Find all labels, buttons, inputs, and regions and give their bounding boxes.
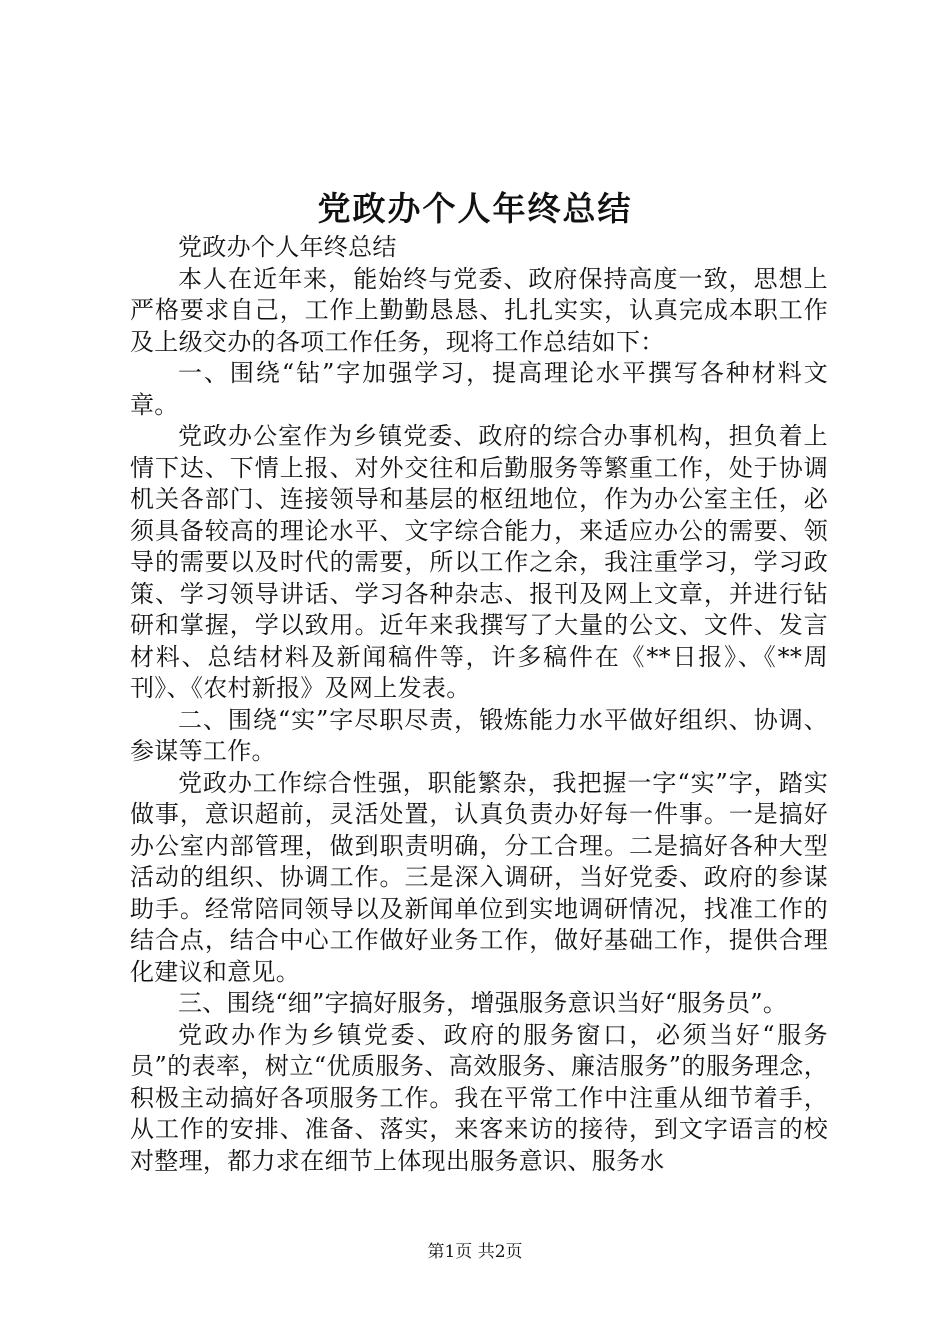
paragraph-section-2: 党政办工作综合性强，职能繁杂，我把握一字“实”字，踏实做事，意识超前，灵活处置，认真负责办好每一件事。一是搞好办公室内部管理，做到职责明确，分工合理。二是搞好各种大型活动的组织、协调工作。三是深入调研，当好党委、政府的参谋助手。经常陪同领导以及新闻单位到实地调研情况，找准工作的结合点，结合中心工作做好业务工作，做好基础工作，提供合理化建议和意见。 [130, 768, 828, 986]
paragraph-intro: 本人在近年来，能始终与党委、政府保持高度一致，思想上严格要求自己，工作上勤勤恳恳、扎扎实实，认真完成本职工作及上级交办的各项工作任务，现将工作总结如下： [130, 264, 828, 356]
paragraph-section-3: 党政办作为乡镇党委、政府的服务窗口，必须当好“服务员”的表率，树立“优质服务、高效服务、廉洁服务”的服务理念，积极主动搞好各项服务工作。我在平常工作中注重从细节着手，从工作的安排、准备、落实，来客来访的接待，到文字语言的校对整理，都力求在细节上体现出服务意识、服务水 [130, 1020, 828, 1175]
section-heading-3: 三、围绕“细”字搞好服务，增强服务意识当好“服务员”。 [178, 989, 788, 1017]
document-subtitle: 党政办个人年终总结 [178, 233, 397, 261]
section-heading-2: 二、围绕“实”字尽职尽责，锻炼能力水平做好组织、协调、参谋等工作。 [130, 705, 828, 765]
section-heading-1: 一、围绕“钻”字加强学习，提高理论水平撰写各种材料文章。 [130, 359, 828, 419]
document-title: 党政办个人年终总结 [317, 189, 633, 228]
page-footer: 第1页 共2页 [427, 1242, 523, 1262]
document-body [130, 232, 828, 1177]
paragraph-section-1: 党政办公室作为乡镇党委、政府的综合办事机构，担负着上情下达、下情上报、对外交往和后勤服务等繁重工作，处于协调机关各部门、连接领导和基层的枢纽地位，作为办公室主任，必须具备较高的理论水平、文字综合能力，来适应办公的需要、领导的需要以及时代的需要，所以工作之余，我注重学习，学习政策、学习领导讲话、学习各种杂志、报刊及网上文章，并进行钻研和掌握，学以致用。近年来我撰写了大量的公文、文件、发言材料、总结材料及新闻稿件等，许多稿件在《**日报》、《**周刊》、《农村新报》及网上发表。 [130, 422, 828, 702]
